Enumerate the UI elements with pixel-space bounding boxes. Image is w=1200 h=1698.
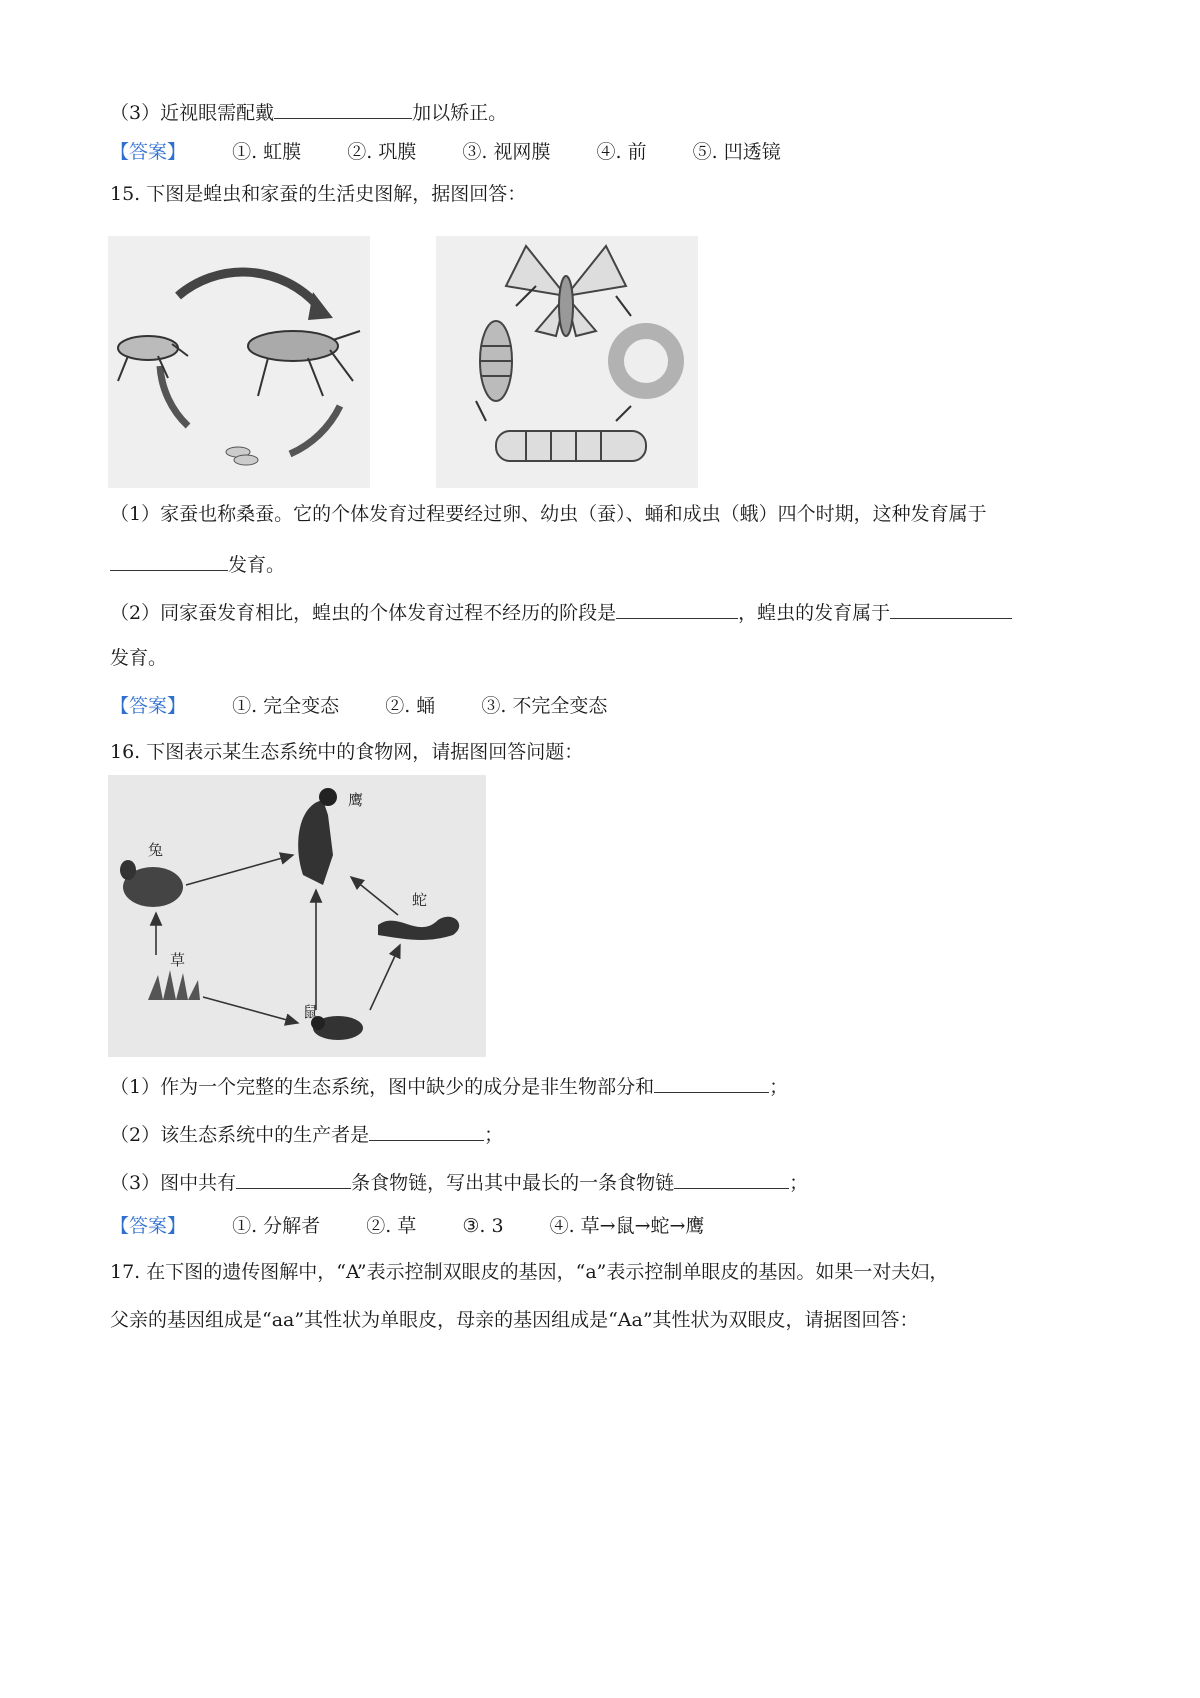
answer-option: ①. 虹膜 (232, 141, 302, 163)
q15-part1: （1）家蚕也称桑蚕。它的个体发育过程要经过卵、幼虫（蚕）、蛹和成虫（蛾）四个时期，这种发育属于 (110, 503, 987, 525)
answer-option: ③. 不完全变态 (481, 695, 608, 717)
silkworm-life-cycle-figure (436, 236, 698, 488)
food-web-figure (108, 775, 486, 1057)
q16-part1 (110, 1070, 788, 1101)
q16-part3 (110, 1166, 808, 1197)
cycle-arrow (290, 406, 340, 454)
q14-part3-text: （3）近视眼需配戴 (110, 102, 275, 124)
egg-icon (226, 447, 258, 465)
q15-part2-text-mid: ，蝗虫的发育属于 (738, 602, 891, 624)
grass-label: 草 (170, 951, 186, 969)
answer-option: ④. 前 (596, 141, 647, 163)
grasshopper-icon (248, 331, 360, 396)
q15-part2-blank2[interactable] (890, 596, 1012, 619)
mouse-label: 鼠 (303, 1003, 319, 1021)
mouse-icon (311, 1016, 363, 1040)
rabbit-icon (120, 860, 183, 907)
hawk-icon (298, 788, 337, 885)
q16-part3-blank1[interactable] (236, 1166, 351, 1189)
q17-stem-line1: 17. 在下图的遗传图解中，“A”表示控制双眼皮的基因，“a”表示控制单眼皮的基因。如果一对夫妇， (110, 1261, 949, 1283)
pupa-icon (480, 321, 512, 401)
q16-part1-text: （1）作为一个完整的生态系统，图中缺少的成分是非生物部分和 (110, 1076, 655, 1098)
q15-answer (110, 692, 607, 720)
answer-option: ④. 草→鼠→蛇→鹰 (549, 1215, 705, 1237)
q16-stem: 16. 下图表示某生态系统中的食物网，请据图回答问题： (110, 741, 584, 763)
q16-part3-blank2[interactable] (674, 1166, 789, 1189)
snake-label: 蛇 (412, 891, 428, 909)
cycle-arrow (178, 272, 318, 306)
q16-part2-text-after: ； (484, 1124, 504, 1146)
rabbit-label: 兔 (148, 841, 164, 859)
answer-tag: 【答案】 (110, 695, 187, 717)
q16-part1-text-after: ； (769, 1076, 789, 1098)
snake-icon (378, 917, 459, 940)
larva-icon (496, 431, 646, 461)
q15-part2-text: （2）同家蚕发育相比，蝗虫的个体发育过程不经历的阶段是 (110, 602, 617, 624)
q16-part3-text: （3）图中共有 (110, 1172, 237, 1194)
q14-answer (110, 138, 781, 166)
answer-option: ②. 蛹 (385, 695, 436, 717)
q14-part3 (110, 96, 507, 127)
nymph-icon (118, 336, 188, 381)
hawk-label: 鹰 (348, 791, 364, 809)
q15-part2-blank1[interactable] (616, 596, 738, 619)
q16-part2-blank[interactable] (369, 1118, 484, 1141)
q14-part3-text-after: 加以矫正。 (412, 102, 508, 124)
q16-part3-text-after: ； (789, 1172, 809, 1194)
q16-part3-text-mid: 条食物链，写出其中最长的一条食物链 (351, 1172, 675, 1194)
locust-life-cycle-figure (108, 236, 370, 488)
q15-part1-text-after: 发育。 (228, 554, 286, 576)
eggs-icon (608, 323, 684, 399)
answer-option: ②. 巩膜 (347, 141, 417, 163)
q15-stem: 15. 下图是蝗虫和家蚕的生活史图解，据图回答： (110, 183, 527, 205)
q15-part1-blank[interactable] (110, 548, 228, 571)
answer-option: ⑤. 凹透镜 (692, 141, 781, 163)
q15-part1-cont (110, 548, 285, 579)
answer-option: ①. 完全变态 (232, 695, 340, 717)
q16-answer (110, 1212, 704, 1240)
answer-option: ③. 3 (462, 1215, 504, 1237)
grass-icon (148, 970, 200, 1000)
answer-option: ③. 视网膜 (462, 141, 551, 163)
answer-tag: 【答案】 (110, 141, 187, 163)
q16-part2 (110, 1118, 503, 1149)
answer-option: ①. 分解者 (232, 1215, 321, 1237)
moth-icon (506, 246, 626, 336)
q17-stem-line2: 父亲的基因组成是“aa”其性状为单眼皮，母亲的基因组成是“Aa”其性状为双眼皮，请据图回答： (110, 1309, 919, 1331)
q16-part1-blank[interactable] (654, 1070, 769, 1093)
q14-part3-blank[interactable] (274, 96, 412, 119)
answer-tag: 【答案】 (110, 1215, 187, 1237)
q15-part2 (110, 596, 1012, 627)
q15-part2-cont: 发育。 (110, 647, 168, 669)
cycle-arrow (160, 366, 188, 426)
q16-part2-text: （2）该生态系统中的生产者是 (110, 1124, 370, 1146)
answer-option: ②. 草 (366, 1215, 417, 1237)
